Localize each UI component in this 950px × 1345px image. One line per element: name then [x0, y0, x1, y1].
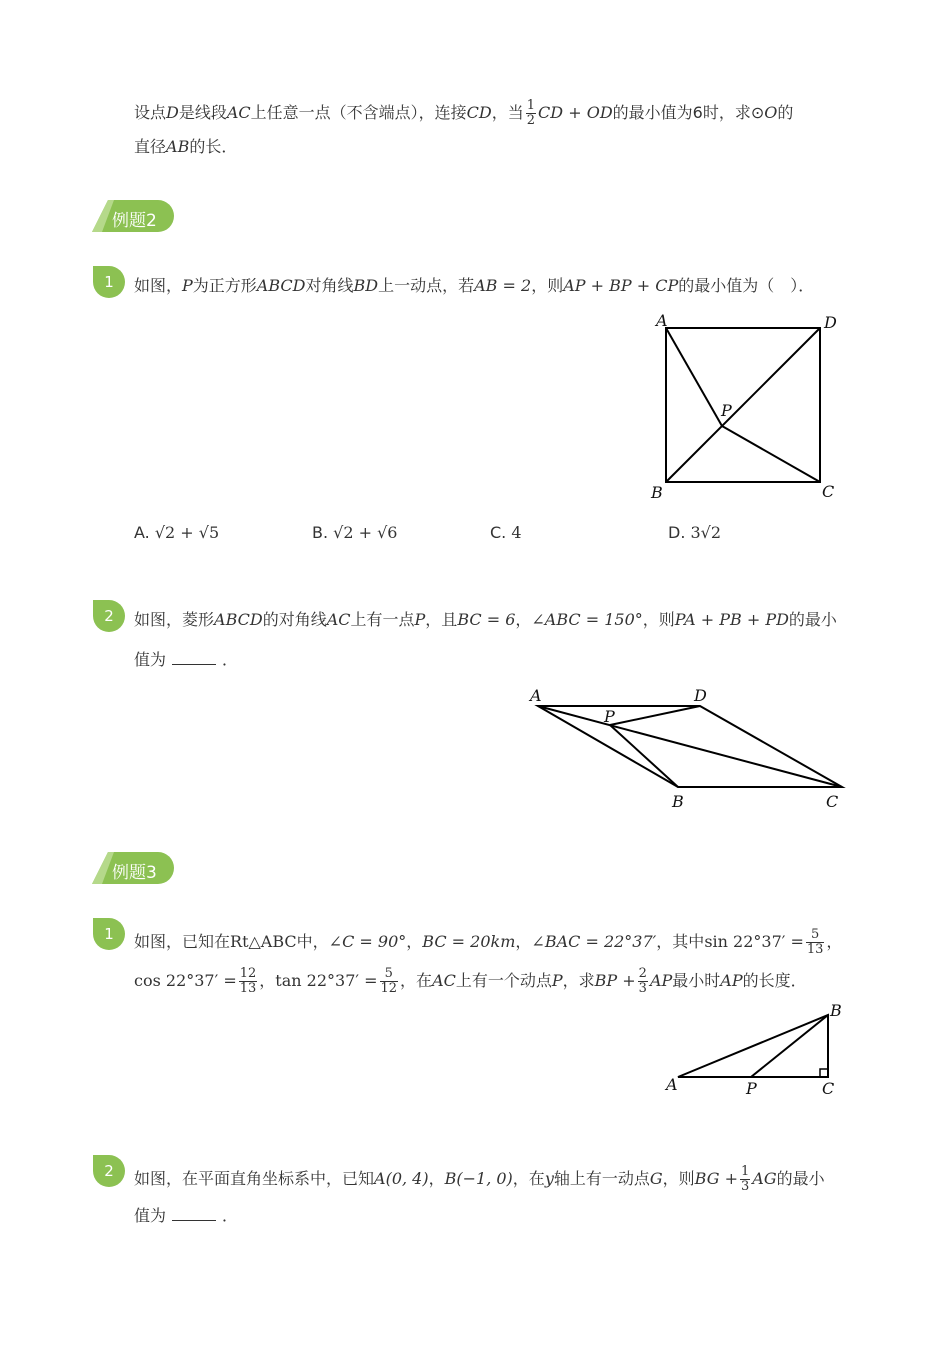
triangle-abc [678, 1015, 828, 1077]
vertex-c-label: C [826, 792, 839, 811]
point-p-label: P [721, 401, 732, 420]
ex2-q2-text-line-2: 值为 ． [134, 650, 239, 669]
ex3-q1-text-line-1: 如图，已知在Rt△ABC中，∠C = 90°，BC = 20km，∠BAC = 22°37′，其中sin 22°37′ = $\frac{5}{13}$ ， [134, 927, 843, 957]
vertex-c-label: C [822, 1079, 835, 1098]
fraction: $\frac{1}{2}$ [526, 98, 536, 128]
question-number-badge: 1 [93, 918, 125, 950]
vertex-d-label: D [694, 686, 707, 705]
question-number-badge: 2 [93, 1155, 125, 1187]
vertex-b-label: B [830, 1001, 842, 1020]
point-p-label: P [604, 707, 615, 726]
ex3-q2-text-line-2: 值为 ． [134, 1206, 239, 1225]
vertex-a-label: A [530, 686, 542, 705]
diagonal-bd [666, 328, 820, 482]
example2-banner [92, 200, 174, 232]
ex2-q2-text-line-1: 如图，菱形ABCD的对角线AC上有一点P，且BC = 6，∠ABC = 150°，则PA + PB + PD的最小 [134, 610, 837, 629]
answer-blank[interactable] [172, 648, 216, 665]
vertex-c-label: C [822, 482, 835, 501]
segment-pd [610, 706, 700, 725]
intro-line-2: 直径AB的长． [134, 137, 238, 156]
rhombus-figure [522, 682, 852, 814]
example3-title: 例题3 [112, 863, 157, 883]
answer-blank[interactable] [172, 1204, 216, 1221]
option-a[interactable]: A. √2 + √5 [134, 523, 220, 542]
vertex-b-label: B [651, 483, 663, 502]
segment-bp [751, 1015, 828, 1077]
ex2-q1-text: 如图，P为正方形ABCD对角线BD上一动点，若AB = 2，则AP + BP + CP的最小值为（ ）． [134, 276, 815, 295]
intro-line-1: 设点D是线段AC上任意一点（不含端点），连接CD，当 $\frac{1}{2}$ CD + OD的最小值为6时，求⊙O的 [134, 98, 794, 128]
option-d[interactable]: D. 3√2 [668, 523, 722, 542]
vertex-a-label: A [656, 311, 668, 330]
square-figure [640, 308, 850, 508]
example3-banner [92, 852, 174, 884]
point-p-label: P [746, 1079, 757, 1098]
ex3-q1-text-line-2: cos 22°37′ = $\frac{12}{13}$ ，tan 22°37′ = $\frac{5}{12}$ ，在AC上有一个动点P，求BP + $\frac{2}{3}$ AP最小时AP的长度． [134, 966, 807, 996]
question-number-badge: 2 [93, 600, 125, 632]
example2-title: 例题2 [112, 211, 157, 231]
segment-ap [666, 328, 722, 426]
vertex-d-label: D [824, 313, 837, 332]
right-triangle-figure [662, 1000, 852, 1100]
vertex-b-label: B [672, 792, 684, 811]
diagonal-ac [538, 706, 842, 787]
vertex-a-label: A [666, 1075, 678, 1094]
option-c[interactable]: C. 4 [490, 523, 522, 542]
question-number-badge: 1 [93, 266, 125, 298]
option-b[interactable]: B. √2 + √6 [312, 523, 398, 542]
right-angle-mark [820, 1069, 828, 1077]
segment-cp [722, 426, 820, 482]
ex3-q2-text-line-1: 如图，在平面直角坐标系中，已知A(0, 4)，B(−1, 0)，在y轴上有一动点G，则BG + $\frac{1}{3}$ AG的最小 [134, 1164, 825, 1194]
